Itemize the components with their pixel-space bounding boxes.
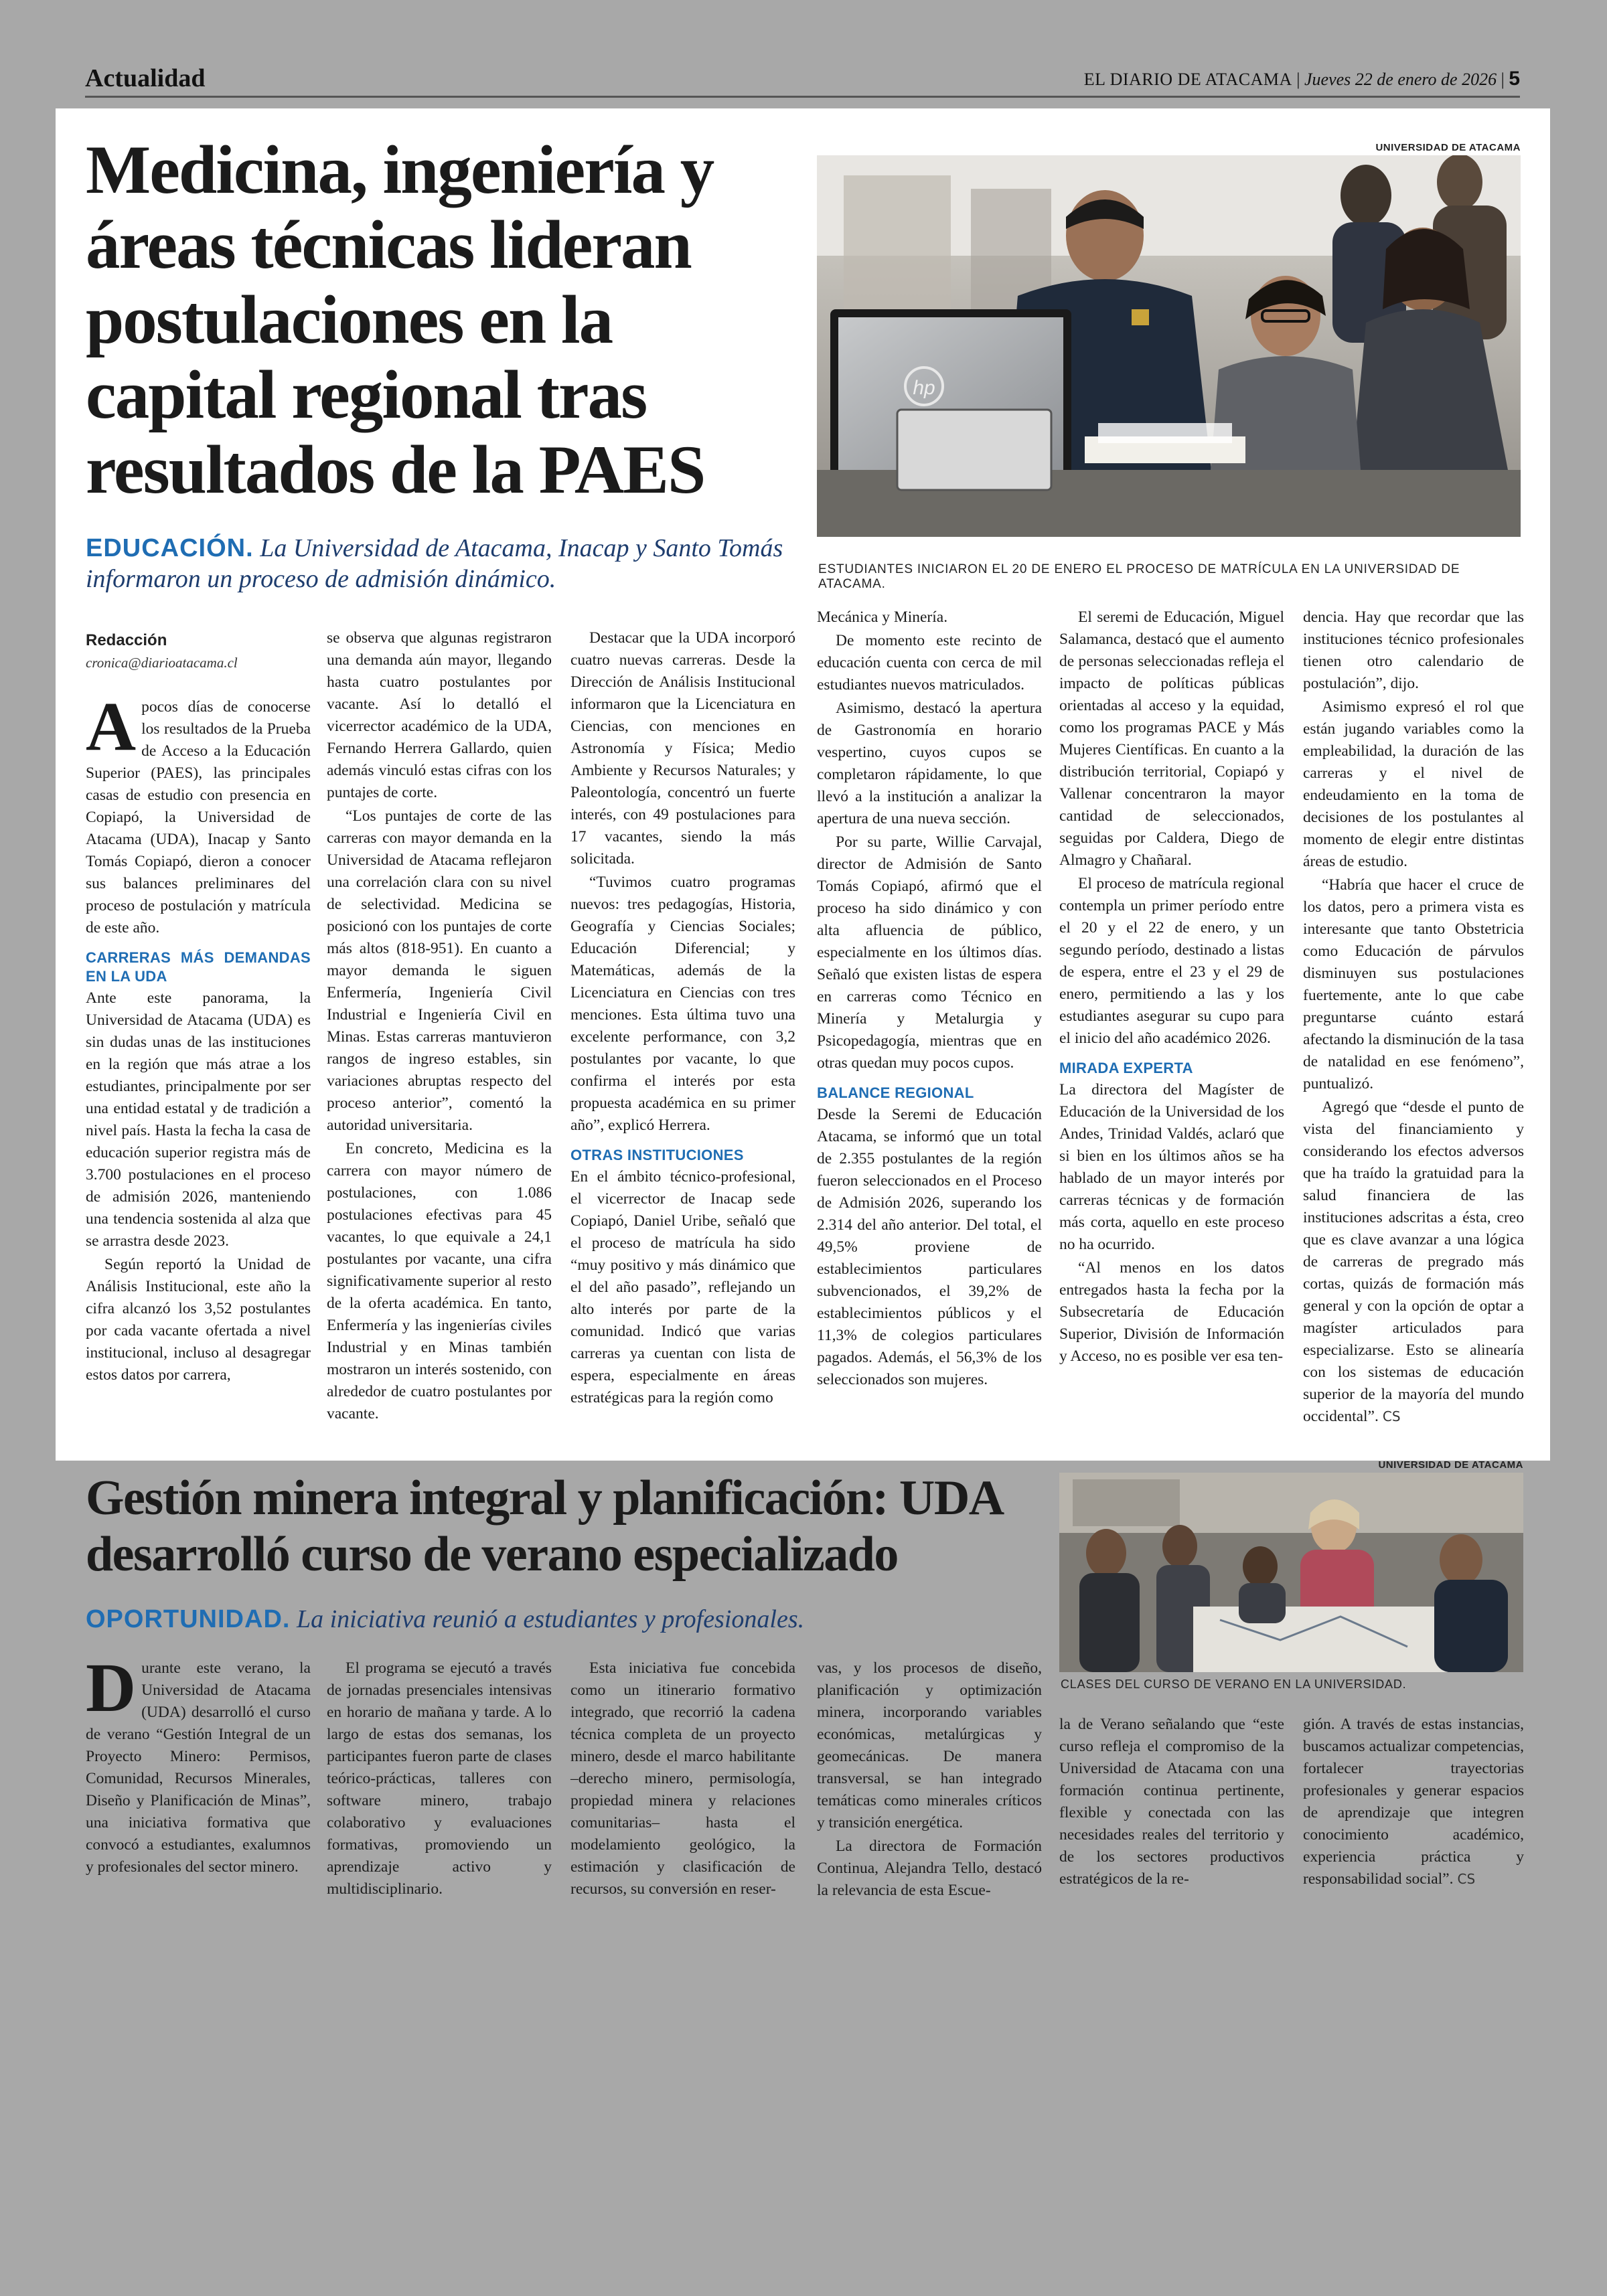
- paragraph: La directora de Formación Continua, Alejandra Tello, destacó la relevancia de esta Escue-: [817, 1837, 1042, 1899]
- laptop-brand-label: hp: [913, 377, 935, 399]
- main-column-2: [327, 627, 552, 1426]
- lead-paragraph: [86, 1649, 311, 1878]
- paragraph: Según reportó la Unidad de Análisis Institucional, este año la cifra alcanzó los 3,52 postulantes por cada vacante ofertada a nivel institucional, incluso al desagregar estos datos por carrera,: [86, 1256, 311, 1384]
- byline-author: Redacción: [86, 631, 167, 649]
- second-column-2: [327, 1657, 552, 1902]
- classroom-photo-illustration: [1059, 1473, 1523, 1672]
- main-deck-text: La Universidad de Atacama, Inacap y Santo Tomás informaron un proceso de admisión dinámico.: [86, 534, 783, 593]
- paragraph: Esta iniciativa fue concebida como un itinerario formativo integrado, que recorrió la cadena técnica completa de un proyecto minero, desde el marco habilitante –derecho minero, permisología, propiedad minera y relaciones comunitarias– hasta el modelamiento geológico, la estimación y clasificación de recursos, su conversión en reser-: [570, 1659, 795, 1898]
- enrollment-photo-illustration: [817, 155, 1521, 537]
- end-mark-icon: CS: [1457, 1871, 1476, 1887]
- byline-email: cronica@diarioatacama.cl: [86, 655, 238, 671]
- main-column-3: [570, 627, 795, 1410]
- second-column-4: [817, 1657, 1042, 1903]
- paragraph: [1303, 1714, 1524, 1890]
- subhead-otras: OTRAS INSTITUCIONES: [570, 1147, 744, 1163]
- paragraph: En concreto, Medicina es la carrera con mayor número de postulaciones, con 1.086 postulaciones efectivas para 45 vacantes, lo que equivale a 24,1 postulantes por vacante, una cifra significativamente superior al resto de la oferta académica. En tanto, Enfermería y las ingenierías civiles Industrial y en Minas también mostraron un interés sostenido, con alrededor de cuatro postulantes por vacante.: [327, 1140, 552, 1422]
- closing-text: Agregó que “desde el punto de vista del financiamiento y considerando los efectos adversos que ha traído la gratuidad para la salud financiera de las instituciones adscritas a ésta, creo que es clave avanzar a una lógica de carreras de pregrado más cortas, quizás de formación más general y con la opción de optar a magíster articulados para especializarse. Esto se alinearía con los sistemas de educación superior de la mayoría del mundo occidental”.: [1303, 1098, 1524, 1425]
- newspaper-name: EL DIARIO DE ATACAMA: [1083, 70, 1292, 89]
- main-column-4: [817, 606, 1042, 1392]
- main-photo-caption: ESTUDIANTES INICIARON EL 20 DE ENERO EL PROCESO DE MATRÍCULA EN LA UNIVERSIDAD DE ATACAMA.: [818, 562, 1460, 591]
- paragraph: Asimismo expresó el rol que están jugando variables como la empleabilidad, la duración de las carreras y el nivel de endeudamiento en la toma de decisiones de los postulantes al momento de elegir entre distintas áreas de estudio.: [1303, 698, 1524, 870]
- paragraph: “Los puntajes de corte de las carreras con mayor demanda en la Universidad de Atacama reflejaron una correlación clara con su nivel de selectividad. Medicina se posicionó con los puntajes de corte más altos (818-951). En cuanto a mayor demanda le siguen Enfermería, Ingeniería Civil Industrial e Ingeniería Civil en Minas. Estas carreras mantuvieron rangos de ingreso estables, sin variaciones abruptas respecto del proceso anterior”, comentó la autoridad universitaria.: [327, 807, 552, 1134]
- main-column-6: [1303, 606, 1524, 1429]
- paragraph: El programa se ejecutó a través de jornadas presenciales intensivas en horario de mañana y tarde. A lo largo de estas dos semanas, los participantes fueron parte de clases teórico-prácticas, talleres con software minero, trabajo colaborativo y evaluaciones formativas, promoviendo un aprendizaje activo y multidisciplinario.: [327, 1659, 552, 1898]
- paragraph: Desde la Seremi de Educación Atacama, se informó que un total de 2.355 postulantes de la región fueron seleccionados en el Proceso de Admisión 2026, superando los 2.314 del año anterior. Del total, el 49,5% proviene de establecimientos particulares subvencionados, el 39,2% de establecimientos públicos y el 11,3% de colegios particulares pagados. Además, el 56,3% de los seleccionados son mujeres.: [817, 1106, 1042, 1388]
- main-column-1: [86, 688, 311, 1388]
- paragraph: se observa que algunas registraron una demanda aún mayor, llegando hasta cuatro postulantes por vacante. Así lo detalló el vicerrector académico de la UDA, Fernando Herrera Gallardo, quien además vinculó estas cifras con los puntajes de corte.: [327, 629, 552, 801]
- end-mark-icon: CS: [1382, 1408, 1401, 1424]
- lead-text: pocos días de conocerse los resultados de la Prueba de Acceso a la Educación Superior (PAES), las principales casas de estudio con presencia en Copiapó, la Universidad de Atacama (UDA), Inacap y Santo Tomás Copiapó, dieron a conocer sus balances preliminares del proceso de postulación y matrícula de este año.: [86, 698, 311, 936]
- paragraph: “Al menos en los datos entregados hasta la fecha por la Subsecretaría de Educación Superior, División de Información y Acceso, no es posible ver esa ten-: [1059, 1259, 1284, 1365]
- separator: |: [1501, 70, 1509, 89]
- paragraph: “Tuvimos cuatro programas nuevos: tres pedagogías, Historia, Geografía y Ciencias Sociales; Educación Diferencial; y Matemáticas, además de la Licenciatura en Ciencias con tres menciones. Esta última tuvo una excelente performance, con 3,2 postulantes por vacante, lo que confirma el interés por esta propuesta académica en su primer año”, explicó Herrera.: [570, 874, 795, 1134]
- masthead: [85, 64, 1520, 97]
- section-label: Actualidad: [85, 64, 206, 92]
- second-photo-caption: CLASES DEL CURSO DE VERANO EN LA UNIVERSIDAD.: [1061, 1677, 1407, 1691]
- paragraph: dencia. Hay que recordar que las instituciones técnico profesionales tienen otro calendario de postulación”, dijo.: [1303, 608, 1524, 692]
- issue-date: Jueves 22 de enero de 2026: [1304, 70, 1497, 89]
- second-photo-credit: UNIVERSIDAD DE ATACAMA: [1378, 1459, 1523, 1471]
- paragraph: vas, y los procesos de diseño, planificación y optimización minera, incorporando variables económicas, metalúrgicas y geomecánicas. De manera transversal, se han integrado temáticas como minerales críticos y transición energética.: [817, 1659, 1042, 1831]
- paragraph: El seremi de Educación, Miguel Salamanca, destacó que el aumento de personas seleccionadas refleja el impacto de políticas públicas orientadas al acceso y la equidad, como los programas PACE y Más Mujeres Científicas. En cuanto a la distribución territorial, Copiapó y Vallenar concentraron la mayor cantidad de seleccionados, seguidas por Caldera, Diego de Almagro y Chañaral.: [1059, 608, 1284, 869]
- second-photo: [1059, 1473, 1523, 1672]
- lead-text: urante este verano, la Universidad de Atacama (UDA) desarrolló el curso de verano “Gestión Integral de un Proyecto Minero: Permisos, Comunidad, Recursos Minerales, Diseño y Planificación de Minas”, una iniciativa formativa que convocó a estudiantes, exalumnos y profesionales del sector minero.: [86, 1659, 311, 1876]
- drop-cap: A: [86, 688, 137, 765]
- closing-text: gión. A través de estas instancias, buscamos actualizar competencias, fortalecer trayectorias profesionales y generar espacios de aprendizaje que integren conocimiento académico, experiencia práctica y responsabilidad social”.: [1303, 1716, 1524, 1888]
- page-number: 5: [1509, 68, 1520, 90]
- subhead-balance: BALANCE REGIONAL: [817, 1084, 974, 1101]
- paragraph: La directora del Magíster de Educación de la Universidad de los Andes, Trinidad Valdés, aclaró que si bien en los últimos años se ha hablado de un mayor interés por carreras técnicas y de formación más corta, aquello en este proceso no ha ocurrido.: [1059, 1081, 1284, 1253]
- separator: |: [1296, 70, 1304, 89]
- second-column-3: [570, 1657, 795, 1902]
- main-photo: [817, 155, 1521, 537]
- second-column-1: [86, 1649, 311, 1880]
- paragraph: [1303, 1096, 1524, 1428]
- subhead-carreras: CARRERAS MÁS DEMANDAS EN LA UDA: [86, 949, 311, 985]
- paragraph: la de Verano señalando que “este curso refleja el compromiso de la Universidad de Atacama con una formación continua pertinente, flexible y conectada con las necesidades reales del territorio y de los sectores productivos estratégicos de la re-: [1059, 1716, 1284, 1888]
- paragraph: Asimismo, destacó la apertura de Gastronomía en horario vespertino, cuyos cupos se completaron rápidamente, lo que llevó a la institución a analizar la apertura de una nueva sección.: [817, 700, 1042, 827]
- subhead-mirada: MIRADA EXPERTA: [1059, 1060, 1193, 1076]
- paragraph: En el ámbito técnico-profesional, el vicerrector de Inacap sede Copiapó, Daniel Uribe, señaló que el proceso de matrícula ha sido “muy positivo y más dinámico que el del año pasado”, reflejando un alto interés por parte de la comunidad. Indicó que varias carreras ya cuentan con lista de espera, especialmente en áreas estratégicas para la región como: [570, 1168, 795, 1406]
- paragraph: Por su parte, Willie Carvajal, director de Admisión de Santo Tomás Copiapó, afirmó que el proceso ha sido dinámico y con alta afluencia de público, especialmente en los últimos días. Señaló que existen listas de espera en carreras como Técnico en Minería y Metalurgia y Psicopedagogía, mientras que en otras quedan muy pocos cupos.: [817, 833, 1042, 1072]
- second-deck-text: La iniciativa reunió a estudiantes y profesionales.: [296, 1605, 805, 1633]
- masthead-info: [1084, 68, 1520, 90]
- main-kicker: EDUCACIÓN.: [86, 534, 254, 562]
- main-headline: Medicina, ingeniería y áreas técnicas lideran postulaciones en la capital regional tras resultados de la PAES: [86, 132, 714, 508]
- paragraph: El proceso de matrícula regional contempla un primer período entre el 20 y el 22 de enero, y un segundo período, destinado a listas de espera, entre el 23 y el 29 de enero, permitiendo a las y los estudiantes asegurar su cupo para el inicio del año académico 2026.: [1059, 875, 1284, 1047]
- main-photo-credit: UNIVERSIDAD DE ATACAMA: [1375, 142, 1521, 153]
- paragraph: De momento este recinto de educación cuenta con cerca de mil estudiantes nuevos matriculados.: [817, 632, 1042, 693]
- paragraph: Mecánica y Minería.: [817, 608, 948, 626]
- lead-paragraph: [86, 688, 311, 939]
- main-deck: [86, 533, 809, 594]
- masthead-rule: [85, 96, 1520, 98]
- second-column-5: [1059, 1714, 1284, 1892]
- second-deck: [86, 1604, 1050, 1635]
- paragraph: Ante este panorama, la Universidad de Atacama (UDA) es sin dudas unas de las instituciones en la región que más atrae a los estudiantes, principalmente por ser una entidad estatal y de tradición a nivel país. Hasta la fecha la casa de educación superior registra más de 3.700 postulaciones en el proceso de admisión 2026, manteniendo una tendencia sostenida al alza que se arrastra desde 2023.: [86, 989, 311, 1250]
- second-headline: Gestión minera integral y planificación: UDA desarrolló curso de verano especializado: [86, 1471, 1001, 1582]
- paragraph: “Habría que hacer el cruce de los datos, pero a primera vista es interesante que tanto Obstetricia como Educación de párvulos disminuyen sus postulaciones fuertemente, ante lo que cabe preguntarse cuánto estará afectando la disminución de la tasa de natalidad en ese fenómeno”, puntualizó.: [1303, 876, 1524, 1092]
- main-column-5: [1059, 606, 1284, 1369]
- second-kicker: OPORTUNIDAD.: [86, 1605, 291, 1633]
- paragraph: Destacar que la UDA incorporó cuatro nuevas carreras. Desde la Dirección de Análisis Institucional informaron que la Licenciatura en Ciencias, con menciones en Astronomía y Física; Medio Ambiente y Recursos Naturales; y Paleontología, concentró un fuerte interés, con 49 postulaciones para 17 vacantes, siendo la más solicitada.: [570, 629, 795, 868]
- drop-cap: D: [86, 1649, 137, 1726]
- second-column-6: [1303, 1714, 1524, 1892]
